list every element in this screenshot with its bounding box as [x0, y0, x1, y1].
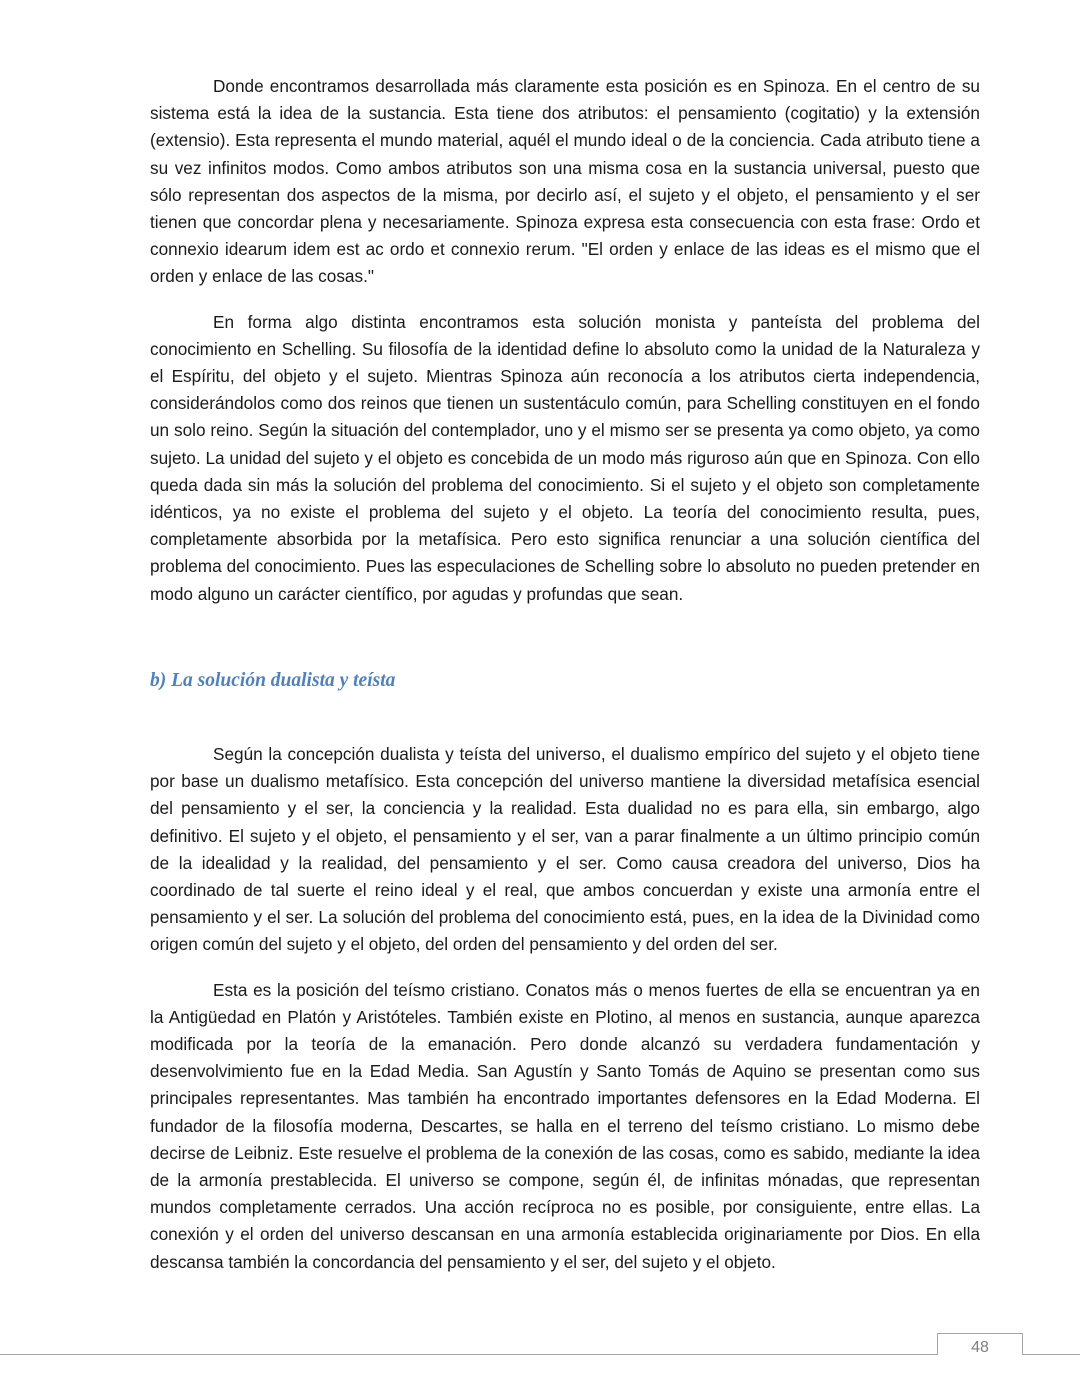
section-dualist-theist — [150, 741, 980, 1276]
page-number: 48 — [937, 1333, 1023, 1355]
footer-rule-left — [0, 1354, 937, 1355]
paragraph-christian-theism: Esta es la posición del teísmo cristiano. Conatos más o menos fuertes de ella se encuentran ya en la Antigüedad en Platón y Aristóteles. También existe en Plotino, al menos en sustancia, aunque aparezca modificada por la teoría de la emanación. Pero donde alcanzó su verdadera fundamentación y desenvolvimiento fue en la Edad Media. San Agustín y Santo Tomás de Aquino se presentan como sus principales representantes. Mas también ha encontrado importantes defensores en la Edad Moderna. El fundador de la filosofía moderna, Descartes, se halla en el terreno del teísmo cristiano. Lo mismo debe decirse de Leibniz. Este resuelve el problema de la conexión de las cosas, como es sabido, mediante la idea de la armonía prestablecida. El universo se compone, según él, de infinitas mónadas, que representan mundos completamente cerrados. Una acción recíproca no es posible, por consiguiente, entre ellas. La conexión y el orden del universo descansan en una armonía establecida originariamente por Dios. En ella descansa también la concordancia del pensamiento y el ser, del sujeto y el objeto. — [150, 979, 980, 1272]
section-heading: b) La solución dualista y teísta — [150, 670, 396, 691]
paragraph-dualist-conception: Según la concepción dualista y teísta del universo, el dualismo empírico del sujeto y el objeto tiene por base un dualismo metafísico. Esta concepción del universo mantiene la diversidad metafísica esencial del pensamiento y el ser, la conciencia y la realidad. Esta dualidad no es para ella, sin embargo, algo definitivo. El sujeto y el objeto, el pensamiento y el ser, van a parar finalmente a un último principio común de la idealidad y la realidad, del pensamiento y el ser. Como causa creadora del universo, Dios ha coordinado de tal suerte el reino ideal y el real, que ambos concuerdan y existe una armonía entre el pensamiento y el ser. La solución del problema del conocimiento está, pues, en la idea de la Divinidad como origen común del sujeto y el objeto, del orden del pensamiento y del orden del ser. — [150, 744, 980, 955]
page-body — [150, 73, 980, 1272]
footer-rule-right — [1023, 1354, 1080, 1355]
paragraph-schelling: En forma algo distinta encontramos esta solución monista y panteísta del problema del conocimiento en Schelling. Su filosofía de la identidad define lo absoluto como la unidad de la Naturaleza y el Espíritu, del objeto y el sujeto. Mientras Spinoza aún reconocía a los atributos cierta independencia, considerándolos como dos reinos que tienen un sustentáculo común, para Schelling constituyen en el fondo un solo reino. Según la situación del contemplador, uno y el mismo ser se presenta ya como objeto, ya como sujeto. La unidad del sujeto y el objeto es concebida de un modo más riguroso aún que en Spinoza. Con ello queda dada sin más la solución del problema del conocimiento. Si el sujeto y el objeto son completamente idénticos, ya no existe el problema del sujeto y el objeto. La teoría del conocimiento resulta, pues, completamente absorbida por la metafísica. Pero esto significa renunciar a una solución científica del problema del conocimiento. Pues las especulaciones de Schelling sobre lo absoluto no pueden pretender en modo alguno un carácter científico, por agudas y profundas que sean. — [150, 311, 980, 604]
paragraph-spinoza: Donde encontramos desarrollada más claramente esta posición es en Spinoza. En el centro de su sistema está la idea de la sustancia. Esta tiene dos atributos: el pensamiento (cogitatio) y la extensión (extensio). Esta representa el mundo material, aquél el mundo ideal o de la conciencia. Cada atributo tiene a su vez infinitos modos. Como ambos atributos son una misma cosa en la sustancia universal, puesto que sólo representan dos aspectos de la misma, por decirlo así, el sujeto y el objeto, el pensamiento y el ser tienen que concordar plena y necesariamente. Spinoza expresa esta consecuencia con esta frase: Ordo et connexio idearum idem est ac ordo et connexio rerum. "El orden y enlace de las ideas es el mismo que el orden y enlace de las cosas." — [150, 76, 980, 287]
